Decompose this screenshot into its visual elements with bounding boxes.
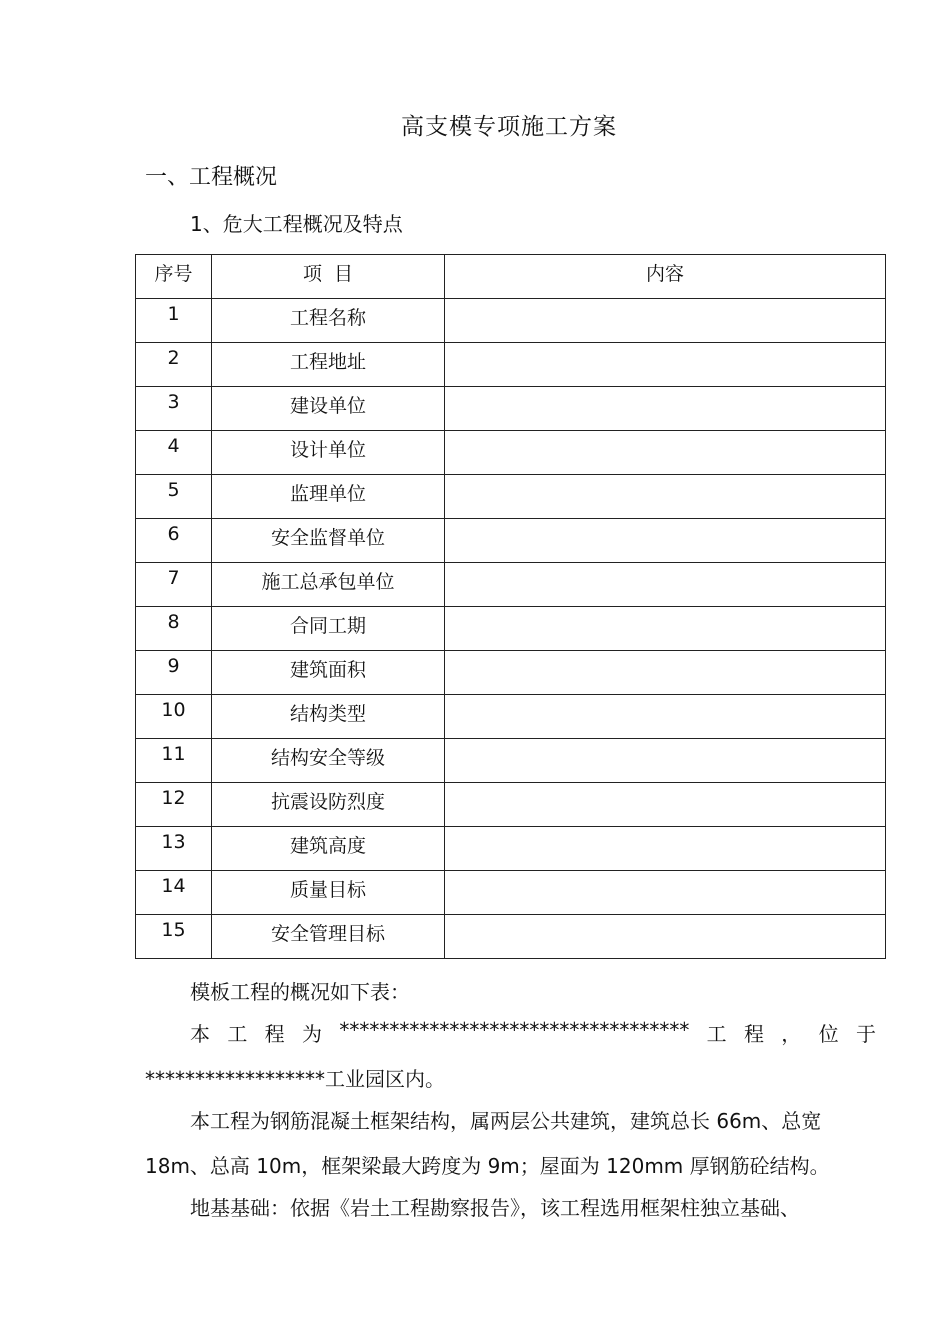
- table-row: [136, 431, 886, 475]
- row-content-cell: [445, 431, 886, 475]
- table-row: [136, 739, 886, 783]
- row-content-cell: [445, 563, 886, 607]
- table-header-row: [136, 255, 886, 299]
- row-content-cell: [445, 871, 886, 915]
- paragraph-structure-line2: 18m、总高 10m，框架梁最大跨度为 9m；屋面为 120mm 厚钢筋砼结构。: [145, 1154, 830, 1178]
- row-item-cell: 抗震设防烈度: [212, 783, 445, 827]
- table-row: [136, 299, 886, 343]
- sub-heading: 1、危大工程概况及特点: [190, 212, 403, 236]
- page-title: 高支模专项施工方案: [401, 114, 617, 140]
- justified-word: 为: [301, 1022, 322, 1046]
- row-item-cell: 工程名称: [212, 299, 445, 343]
- project-info-table: [135, 254, 886, 959]
- table-row: [136, 915, 886, 959]
- row-number-cell: 8: [136, 607, 212, 651]
- row-item-cell: 安全监督单位: [212, 519, 445, 563]
- table-row: [136, 343, 886, 387]
- table-row: [136, 651, 886, 695]
- justified-word: 工: [706, 1022, 727, 1046]
- paragraph-structure-line1: 本工程为钢筋混凝土框架结构，属两层公共建筑，建筑总长 66m、总宽: [190, 1109, 822, 1133]
- row-number-cell: 12: [136, 783, 212, 827]
- row-item-cell: 合同工期: [212, 607, 445, 651]
- row-item-cell: 安全管理目标: [212, 915, 445, 959]
- row-item-cell: 建筑面积: [212, 651, 445, 695]
- row-number-cell: 11: [136, 739, 212, 783]
- row-item-cell: 施工总承包单位: [212, 563, 445, 607]
- row-content-cell: [445, 475, 886, 519]
- row-item-cell: 建设单位: [212, 387, 445, 431]
- row-content-cell: [445, 739, 886, 783]
- row-content-cell: [445, 651, 886, 695]
- paragraph-foundation-line1: 地基基础：依据《岩土工程勘察报告》，该工程选用框架柱独立基础、: [190, 1196, 800, 1220]
- row-content-cell: [445, 607, 886, 651]
- row-number-cell: 5: [136, 475, 212, 519]
- table-row: [136, 519, 886, 563]
- justified-word: 本: [190, 1022, 210, 1046]
- header-cell-no: 序号: [136, 255, 212, 299]
- table-row: [136, 475, 886, 519]
- row-content-cell: [445, 387, 886, 431]
- justified-word: ***********************************: [339, 1018, 690, 1042]
- table-row: [136, 783, 886, 827]
- row-content-cell: [445, 299, 886, 343]
- justified-word: 工: [227, 1022, 248, 1046]
- row-number-cell: 13: [136, 827, 212, 871]
- row-number-cell: 10: [136, 695, 212, 739]
- row-number-cell: 14: [136, 871, 212, 915]
- row-number-cell: 1: [136, 299, 212, 343]
- table-body: [136, 299, 886, 959]
- table-row: [136, 387, 886, 431]
- table-row: [136, 607, 886, 651]
- row-content-cell: [445, 915, 886, 959]
- row-item-cell: 质量目标: [212, 871, 445, 915]
- row-item-cell: 结构安全等级: [212, 739, 445, 783]
- justified-word: 于: [855, 1022, 876, 1046]
- justified-word: ，: [781, 1022, 802, 1046]
- row-number-cell: 15: [136, 915, 212, 959]
- justified-word: 位: [818, 1022, 839, 1046]
- row-number-cell: 4: [136, 431, 212, 475]
- row-number-cell: 6: [136, 519, 212, 563]
- row-number-cell: 2: [136, 343, 212, 387]
- row-item-cell: 结构类型: [212, 695, 445, 739]
- row-item-cell: 建筑高度: [212, 827, 445, 871]
- table-row: [136, 827, 886, 871]
- table-row: [136, 695, 886, 739]
- row-item-cell: 工程地址: [212, 343, 445, 387]
- header-cell-content: 内容: [445, 255, 886, 299]
- row-content-cell: [445, 783, 886, 827]
- row-item-cell: 监理单位: [212, 475, 445, 519]
- justified-word: 程: [264, 1022, 285, 1046]
- row-content-cell: [445, 519, 886, 563]
- paragraph-project-location-line1: [190, 1018, 876, 1047]
- paragraph-project-location-line2: ******************工业园区内。: [145, 1067, 445, 1091]
- table-row: [136, 871, 886, 915]
- table-row: [136, 563, 886, 607]
- row-number-cell: 7: [136, 563, 212, 607]
- section-heading: 一、工程概况: [145, 165, 278, 190]
- row-content-cell: [445, 343, 886, 387]
- row-item-cell: 设计单位: [212, 431, 445, 475]
- row-number-cell: 9: [136, 651, 212, 695]
- justified-word: 程: [743, 1022, 764, 1046]
- paragraph-template-overview: 模板工程的概况如下表：: [190, 980, 410, 1004]
- row-number-cell: 3: [136, 387, 212, 431]
- row-content-cell: [445, 827, 886, 871]
- row-content-cell: [445, 695, 886, 739]
- header-cell-item: 项 目: [212, 255, 445, 299]
